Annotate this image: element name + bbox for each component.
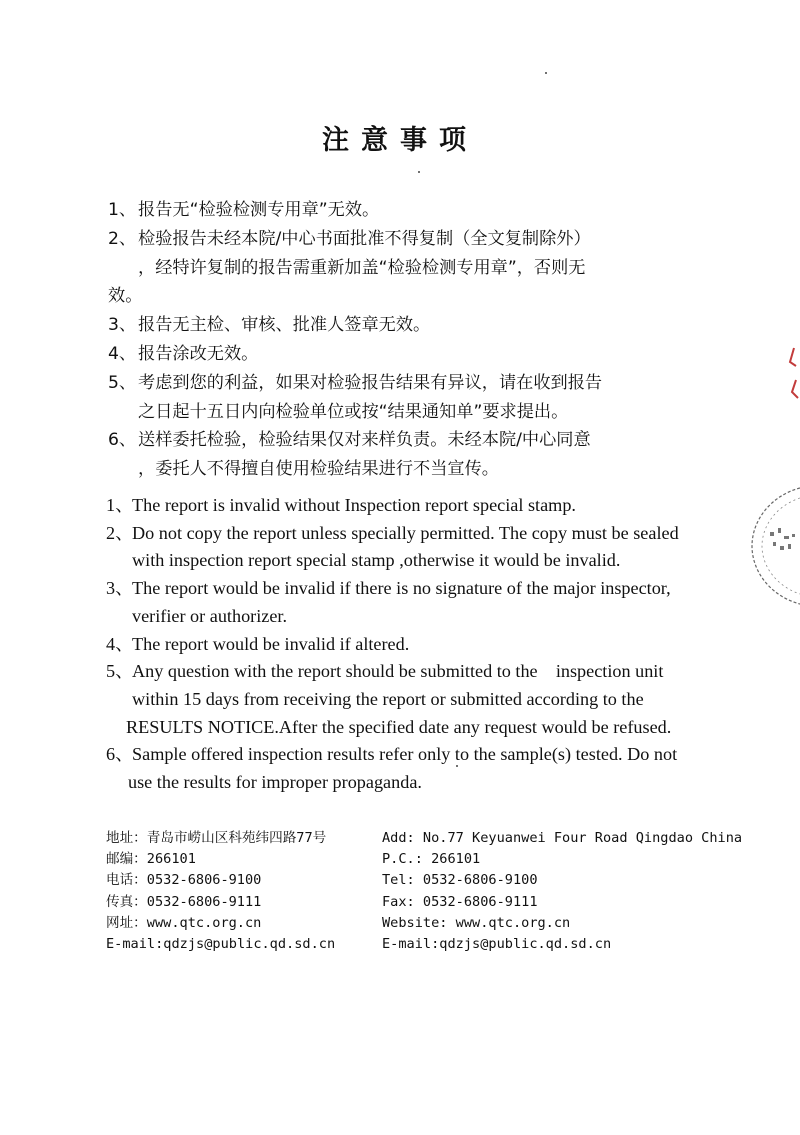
- item-text: Do not copy the report unless specially permitted. The copy must be sealed: [132, 522, 679, 543]
- item-number: 5、: [106, 661, 134, 682]
- list-item: [108, 311, 748, 340]
- list-item: [106, 658, 746, 741]
- list-item: [108, 225, 748, 311]
- item-number: 6、: [108, 430, 137, 451]
- item-text: 报告无“检验检测专用章”无效。: [138, 200, 380, 220]
- red-edge-mark: [780, 340, 800, 420]
- list-item: [108, 196, 748, 225]
- list-item: [108, 340, 748, 369]
- contact-row-web: [106, 913, 766, 934]
- item-number: 2、: [108, 228, 137, 249]
- item-text: verifier or authorizer.: [132, 605, 288, 626]
- item-text: RESULTS NOTICE.After the specified date any request would be refused.: [126, 716, 672, 737]
- item-number: 4、: [106, 633, 134, 654]
- item-text: 报告无主检、审核、批准人签章无效。: [138, 315, 431, 336]
- item-text: Sample offered inspection results refer only to the sample(s) tested. Do not: [132, 744, 678, 765]
- item-text: 送样委托检验，检验结果仅对来样负责。未经本院/中心同意: [138, 430, 591, 451]
- item-text: with inspection report special stamp ,otherwise it would be invalid.: [132, 550, 621, 571]
- item-text: ，委托人不得擅自使用检验结果进行不当宣传。: [138, 459, 499, 480]
- email-zh: E-mail:qdzjs@public.qd.sd.cn: [106, 936, 336, 953]
- item-text: Any question with the report should be submitted to the inspection unit: [132, 661, 664, 682]
- page-title: 注意事项: [322, 125, 478, 156]
- web-en: Website: www.qtc.org.cn: [382, 914, 571, 931]
- item-number: 1、: [106, 495, 134, 515]
- list-item: [106, 575, 746, 630]
- item-number: 5、: [108, 372, 137, 393]
- contact-info: [106, 828, 766, 955]
- postcode-en: P.C.: 266101: [382, 851, 481, 868]
- chinese-notice-list: [108, 196, 748, 484]
- fax-zh: 传真：0532-6806-9111: [106, 893, 262, 910]
- item-text: 报告涂改无效。: [138, 343, 259, 364]
- item-text: ，经特许复制的报告需重新加盖“检验检测专用章”，否则无: [138, 257, 586, 278]
- item-text: within 15 days from receiving the report or submitted according to the: [132, 688, 644, 709]
- item-number: 2、: [106, 522, 134, 543]
- item-text: The report would be invalid if there is no signature of the major inspector,: [132, 578, 671, 599]
- scan-speck: [545, 72, 547, 74]
- contact-row-tel: [106, 870, 766, 891]
- list-item: [106, 520, 746, 575]
- list-item: [108, 426, 748, 484]
- contact-row-address: [106, 828, 766, 849]
- item-number: 6、: [106, 744, 134, 765]
- postcode-zh: 邮编：266101: [106, 851, 196, 868]
- email-en: E-mail:qdzjs@public.qd.sd.cn: [382, 936, 612, 953]
- item-text: The report would be invalid if altered.: [132, 633, 410, 654]
- tel-en: Tel: 0532-6806-9100: [382, 872, 538, 889]
- item-number: 1、: [108, 200, 137, 220]
- address-en: Add: No.77 Keyuanwei Four Road Qingdao China: [382, 830, 743, 846]
- list-item: [106, 741, 746, 796]
- scan-speck: [456, 765, 458, 767]
- list-item: [108, 369, 748, 427]
- english-notice-list: [106, 492, 746, 797]
- item-text: The report is invalid without Inspection report special stamp.: [132, 495, 576, 515]
- item-text: use the results for improper propaganda.: [128, 772, 422, 793]
- item-text: 效。: [108, 286, 143, 307]
- contact-row-postcode: [106, 849, 766, 870]
- scan-speck: [418, 171, 420, 173]
- partial-seal-stamp: [740, 476, 800, 616]
- contact-row-fax: [106, 892, 766, 913]
- item-number: 4、: [108, 343, 137, 364]
- address-zh: 地址：青岛市崂山区科苑纬四路77号: [106, 830, 327, 846]
- item-text: 之日起十五日内向检验单位或按“结果通知单”要求提出。: [138, 401, 569, 422]
- item-text: 考虑到您的利益，如果对检验报告结果有异议，请在收到报告: [138, 372, 603, 393]
- item-text: 检验报告未经本院/中心书面批准不得复制（全文复制除外）: [138, 228, 591, 249]
- contact-row-email: [106, 934, 766, 955]
- fax-en: Fax: 0532-6806-9111: [382, 893, 538, 910]
- web-zh: 网址：www.qtc.org.cn: [106, 914, 262, 931]
- list-item: [106, 631, 746, 659]
- list-item: [106, 492, 746, 520]
- item-number: 3、: [108, 315, 137, 336]
- item-number: 3、: [106, 578, 134, 599]
- tel-zh: 电话：0532-6806-9100: [106, 872, 262, 889]
